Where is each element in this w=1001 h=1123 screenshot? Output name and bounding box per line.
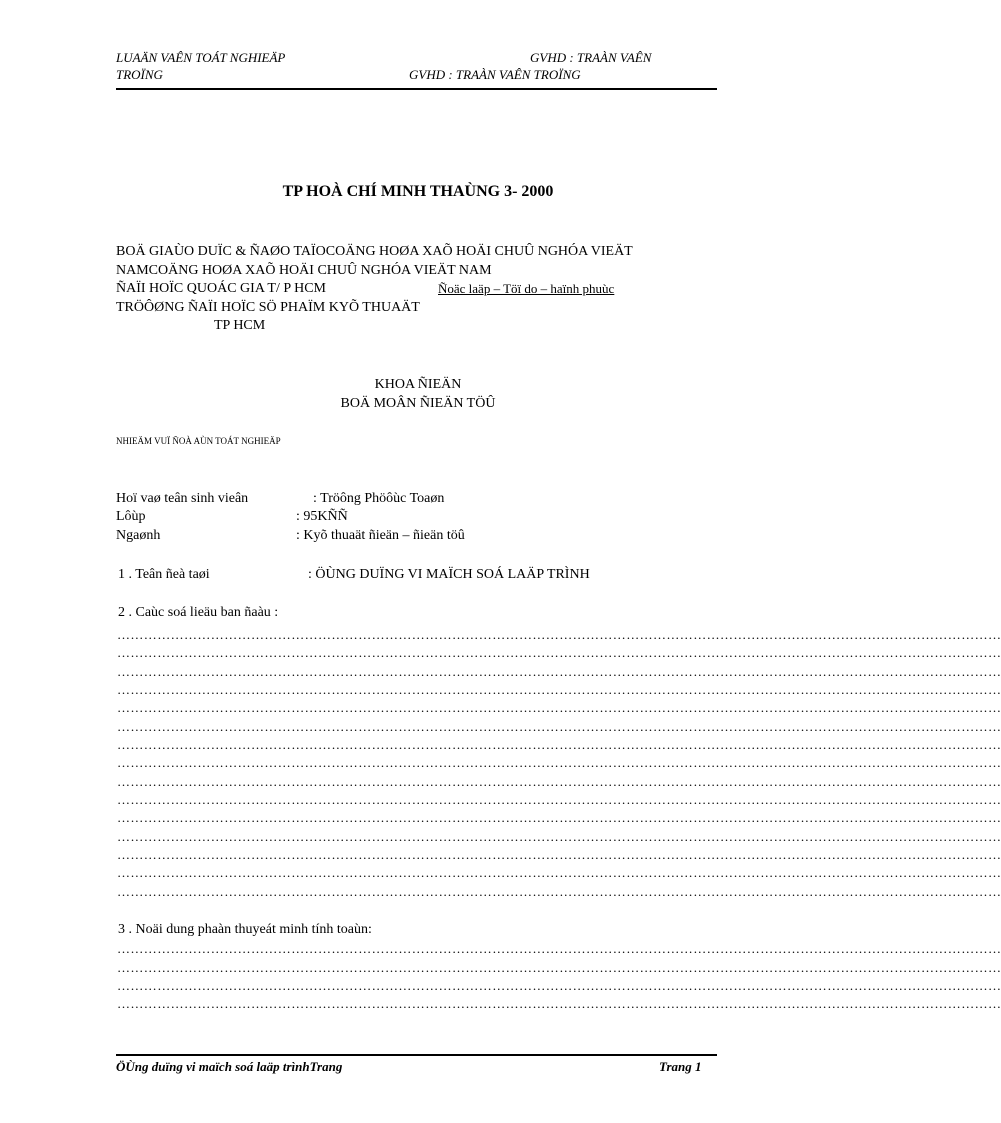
fill-line-short: ……………………………………………………………………………………………………………………………………………………………………………… [117,884,1001,899]
topic-label: 1 . Teân ñeà taøi [118,567,210,582]
fill-line: ……………………………………………………………………………………………………………………………………………………………………………… [117,627,1001,642]
page-number: Trang 1 [659,1059,702,1074]
page-title: TP HOÀ CHÍ MINH THAÙNG 3- 2000 [282,183,554,200]
student-major-label: Ngaønh [116,528,161,543]
header-rule [116,88,717,90]
footer-rule [116,1054,717,1056]
student-name-value: : Tröông Phöôùc Toaøn [313,491,445,506]
fill-line: ……………………………………………………………………………………………………………………………………………………………………………… [117,810,1001,825]
fill-line: ……………………………………………………………………………………………………………………………………………………………………………… [117,645,1001,660]
fill-line: ……………………………………………………………………………………………………………………………………………………………………………… [117,700,1001,715]
footer-title: ÖÙng duïng vi maïch soá laäp trìnhTrang [116,1059,343,1074]
task-heading: NHIEÄM VUÏ ÑOÀ AÙN TOÁT NGHIEÄP [116,436,281,446]
fill-line: ……………………………………………………………………………………………………………………………………………………………………………… [117,978,1001,993]
student-name-label: Hoï vaø teân sinh vieân [116,491,249,506]
school-line: TRÖÔØNG ÑAÏI HOÏC SÖ PHAÏM KYÕ THUAÄT [116,300,420,315]
fill-line: ……………………………………………………………………………………………………………………………………………………………………………… [117,737,1001,752]
fill-line: ……………………………………………………………………………………………………………………………………………………………………………… [117,865,1001,880]
header-advisor-full: GVHD : TRAÀN VAÊN TROÏNG [409,67,581,82]
header-thesis-label-cont: TROÏNG [116,67,163,82]
header-advisor-label: GVHD : TRAÀN VAÊN [530,50,652,65]
motto-line: Ñoäc laäp – Töï do – haïnh phuùc [438,281,615,296]
student-class-value: : 95KÑÑ [296,509,348,524]
student-major-value: : Kyõ thuaät ñieän – ñieän töû [296,528,465,543]
fill-line: ……………………………………………………………………………………………………………………………………………………………………………… [117,847,1001,862]
fill-line: ……………………………………………………………………………………………………………………………………………………………………………… [117,996,1001,1011]
fill-line: ……………………………………………………………………………………………………………………………………………………………………………… [117,960,1001,975]
faculty-name: KHOA ÑIEÄN [374,377,462,392]
fill-line: ……………………………………………………………………………………………………………………………………………………………………………… [117,664,1001,679]
city-line: TP HCM [214,318,266,333]
university-line: ÑAÏI HOÏC QUOÁC GIA T/ P HCM [116,281,327,296]
fill-line: ……………………………………………………………………………………………………………………………………………………………………………… [117,829,1001,844]
ministry-line: BOÄ GIAÙO DUÏC & ÑAØO TAÏOCOÄNG HOØA XAÕ HOÄI CHUÛ NGHÓA VIEÄT [116,244,633,259]
republic-line: NAMCOÄNG HOØA XAÕ HOÄI CHUÛ NGHÓA VIEÄT NAM [116,263,492,278]
fill-line: ……………………………………………………………………………………………………………………………………………………………………………… [117,682,1001,697]
fill-line: ……………………………………………………………………………………………………………………………………………………………………………… [117,755,1001,770]
topic-value: : ÖÙNG DUÏNG VI MAÏCH SOÁ LAÄP TRÌNH [308,567,590,582]
initial-data-label: 2 . Caùc soá lieäu ban ñaàu : [118,605,279,620]
fill-line: ……………………………………………………………………………………………………………………………………………………………………………… [117,792,1001,807]
calculation-label: 3 . Noäi dung phaàn thuyeát minh tính toaùn: [118,922,372,937]
fill-line: ……………………………………………………………………………………………………………………………………………………………………………… [117,719,1001,734]
student-class-label: Lôùp [116,509,146,524]
department-name: BOÄ MOÂN ÑIEÄN TÖÛ [340,396,496,411]
header-thesis-label: LUAÄN VAÊN TOÁT NGHIEÄP [116,50,286,65]
fill-line: ……………………………………………………………………………………………………………………………………………………………………………… [117,774,1001,789]
fill-line: ……………………………………………………………………………………………………………………………………………………………………………… [117,941,1001,956]
